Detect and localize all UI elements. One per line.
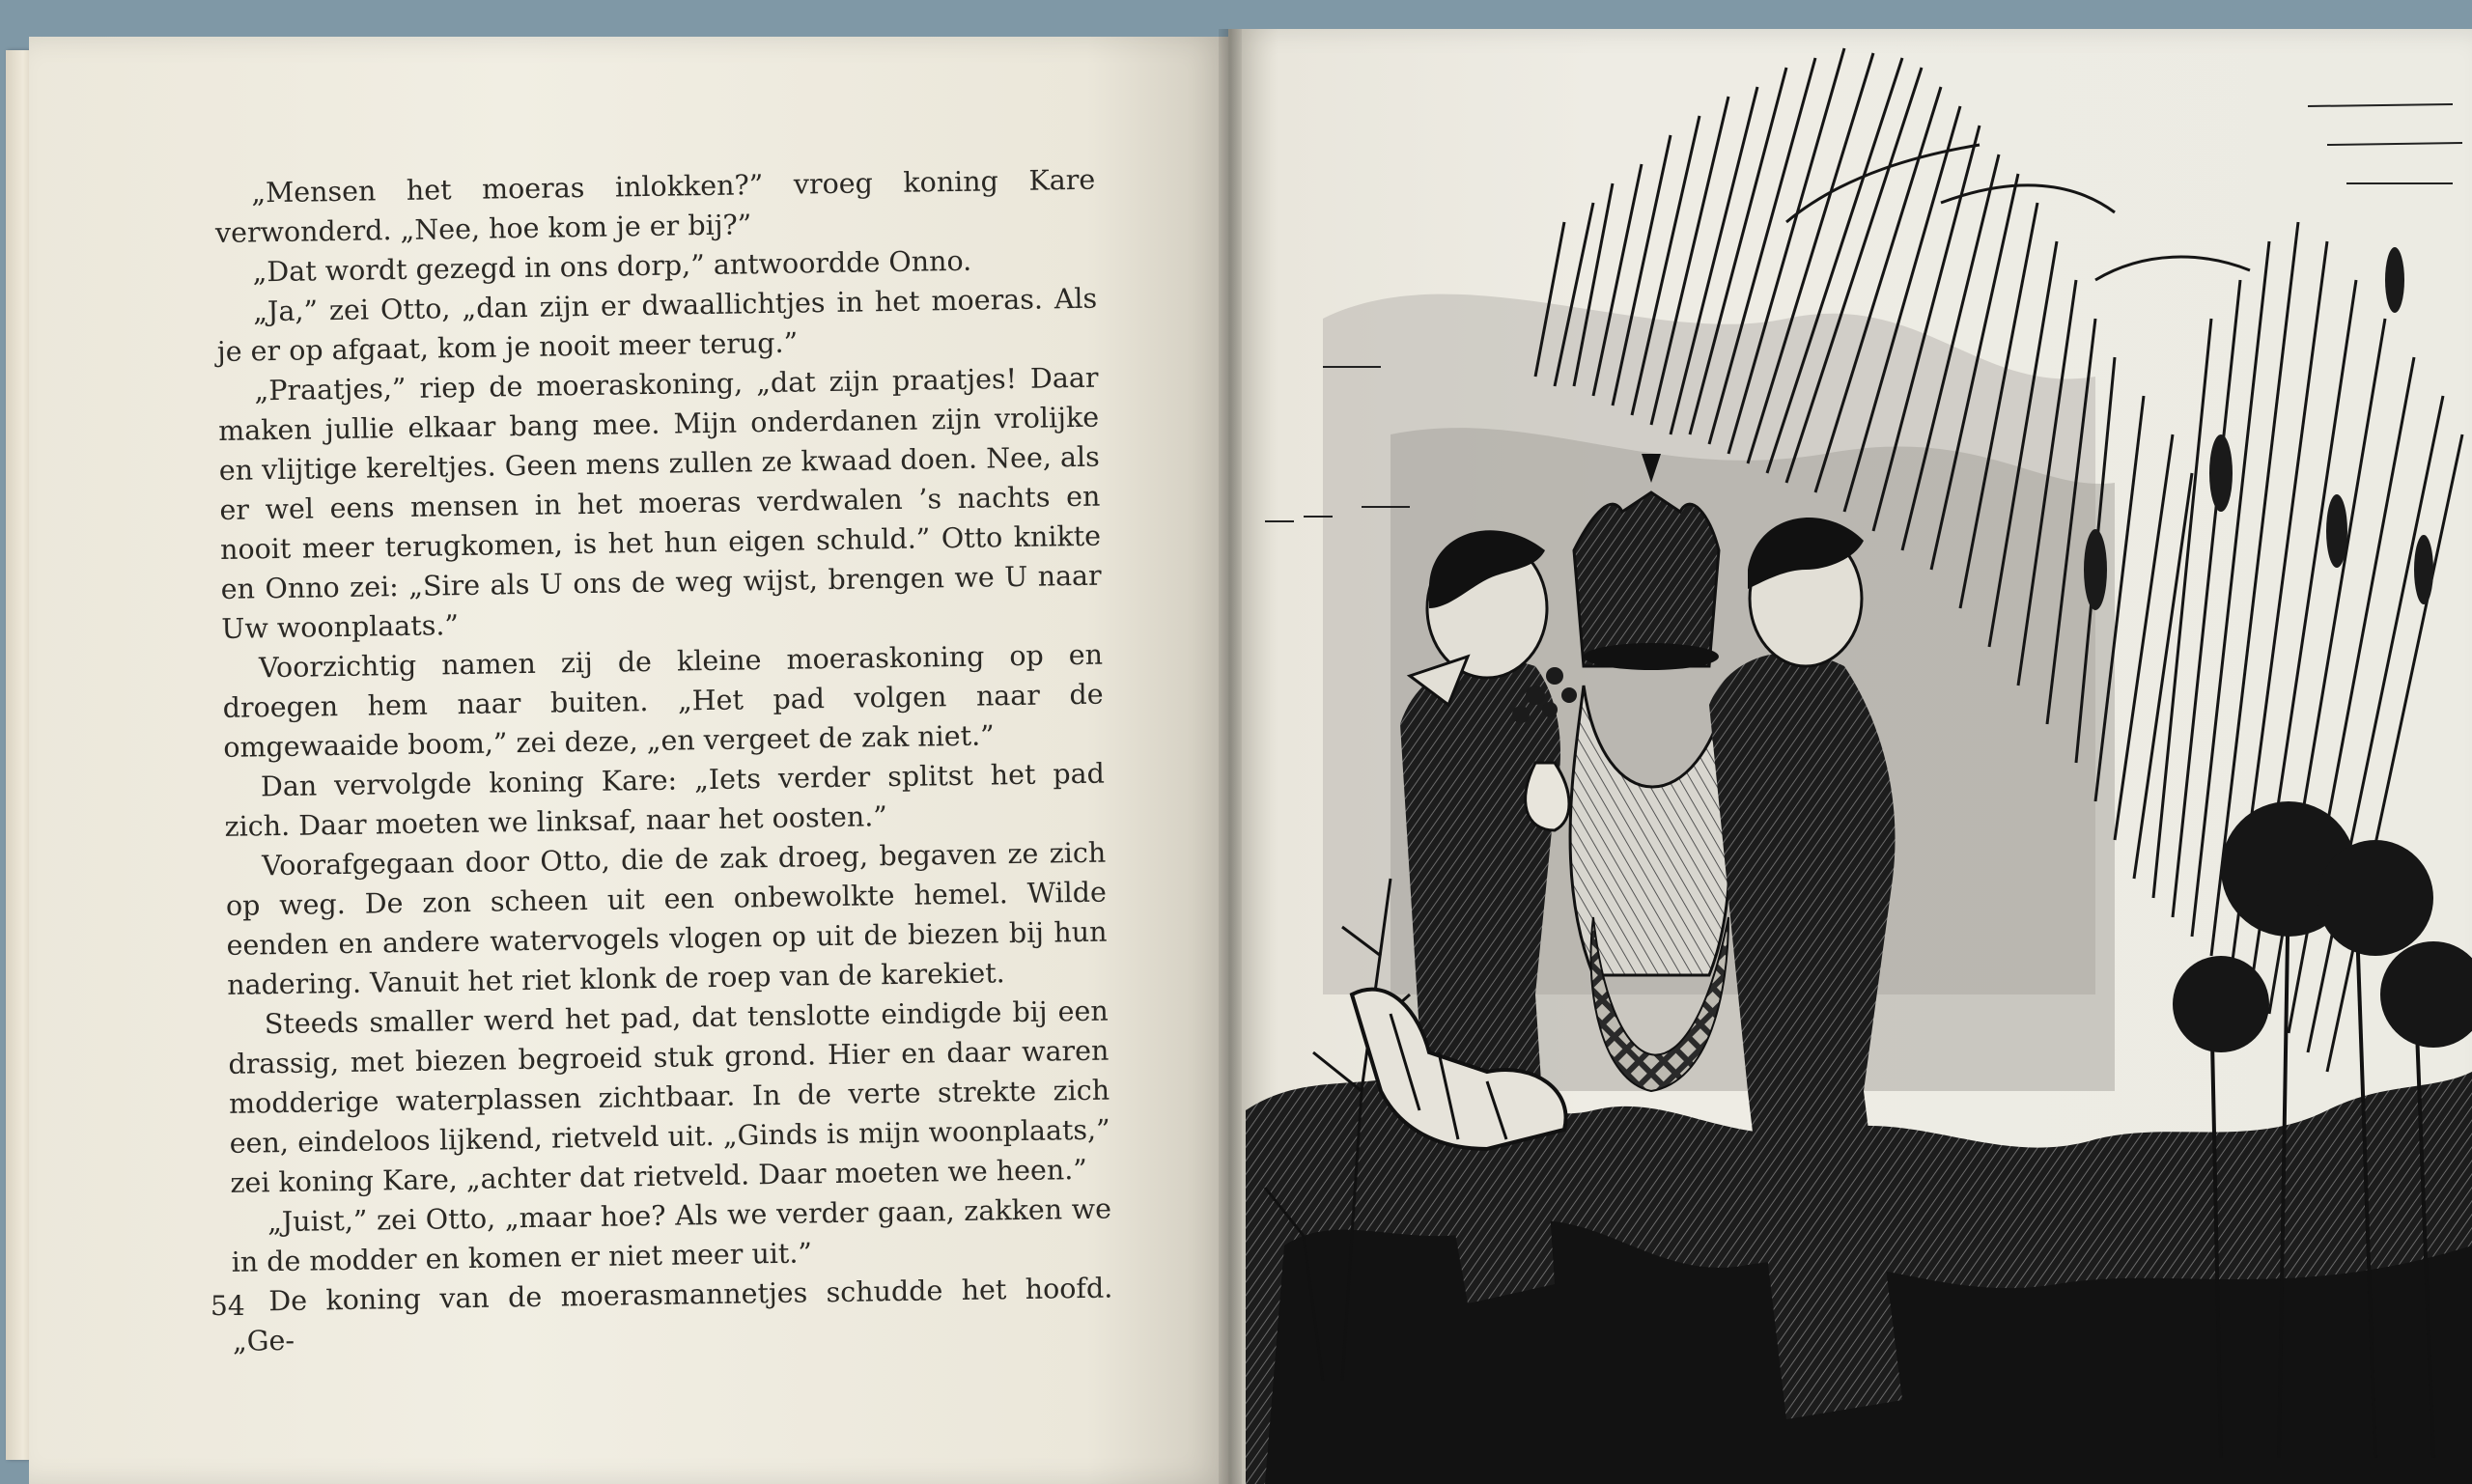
paragraph: Dan vervolgde koning Kare: „Iets verder splitst het pad zich. Daar moeten we linksaf, naar het oosten.” bbox=[224, 757, 1106, 843]
paragraph: Steeds smaller werd het pad, dat tenslotte eindigde bij een drassig, met biezen begroeid stuk grond. Hier en daar waren modderige waterplassen zichtbaar. In de verte strekte zich een, eindeloos lijkend, rietveld uit. „Ginds is mijn woonplaats,” zei koning Kare, „achter dat rietveld. Daar moeten we heen.” bbox=[228, 994, 1110, 1199]
page-text bbox=[214, 160, 1113, 1361]
paragraph: Voorafgegaan door Otto, die de zak droeg, begaven ze zich op weg. De zon scheen uit een onbewolkte hemel. Wilde eenden en andere watervogels vlogen op uit de biezen bij hun nadering. Vanuit het riet klonk de roep van de karekiet. bbox=[225, 836, 1108, 1001]
paragraph: „Juist,” zei Otto, „maar hoe? Als we verder gaan, zakken we in de modder en komen er niet meer uit.” bbox=[231, 1192, 1112, 1278]
paragraph: „Dat wordt gezegd in ons dorp,” antwoordde Onno. bbox=[252, 244, 972, 289]
ink-illustration bbox=[1246, 29, 2472, 1484]
paragraph: Voorzichtig namen zij de kleine moeraskoning op en droegen hem naar buiten. „Het pad volgen naar de omgewaaide boom,” zei deze, „en vergeet de zak niet.” bbox=[222, 638, 1104, 764]
paragraph: De koning van de moerasmannetjes schudde het hoofd. „Ge- bbox=[232, 1272, 1113, 1358]
paragraph: „Mensen het moeras inlokken?” vroeg koning Kare verwonderd. „Nee, hoe kom je er bij?” bbox=[214, 163, 1096, 249]
paragraph: „Praatjes,” riep de moeraskoning, „dat zijn praatjes! Daar maken jullie elkaar bang mee. Mijn onderdanen zijn vrolijke en vlijtige kereltjes. Geen mens zullen ze kwaad doen. Nee, als er wel eens mensen in het moeras verdwalen ’s nachts en nooit meer terugkomen, is het hun eigen schuld.” Otto knikte en Onno zei: „Sire als U ons de weg wijst, brengen we U naar Uw woonplaats.” bbox=[217, 361, 1102, 645]
paragraph: „Ja,” zei Otto, „dan zijn er dwaallichtjes in het moeras. Als je er op afgaat, kom je nooit meer terug.” bbox=[216, 282, 1098, 368]
book-spine bbox=[1219, 29, 1242, 1484]
page-number: 54 bbox=[211, 1290, 245, 1322]
